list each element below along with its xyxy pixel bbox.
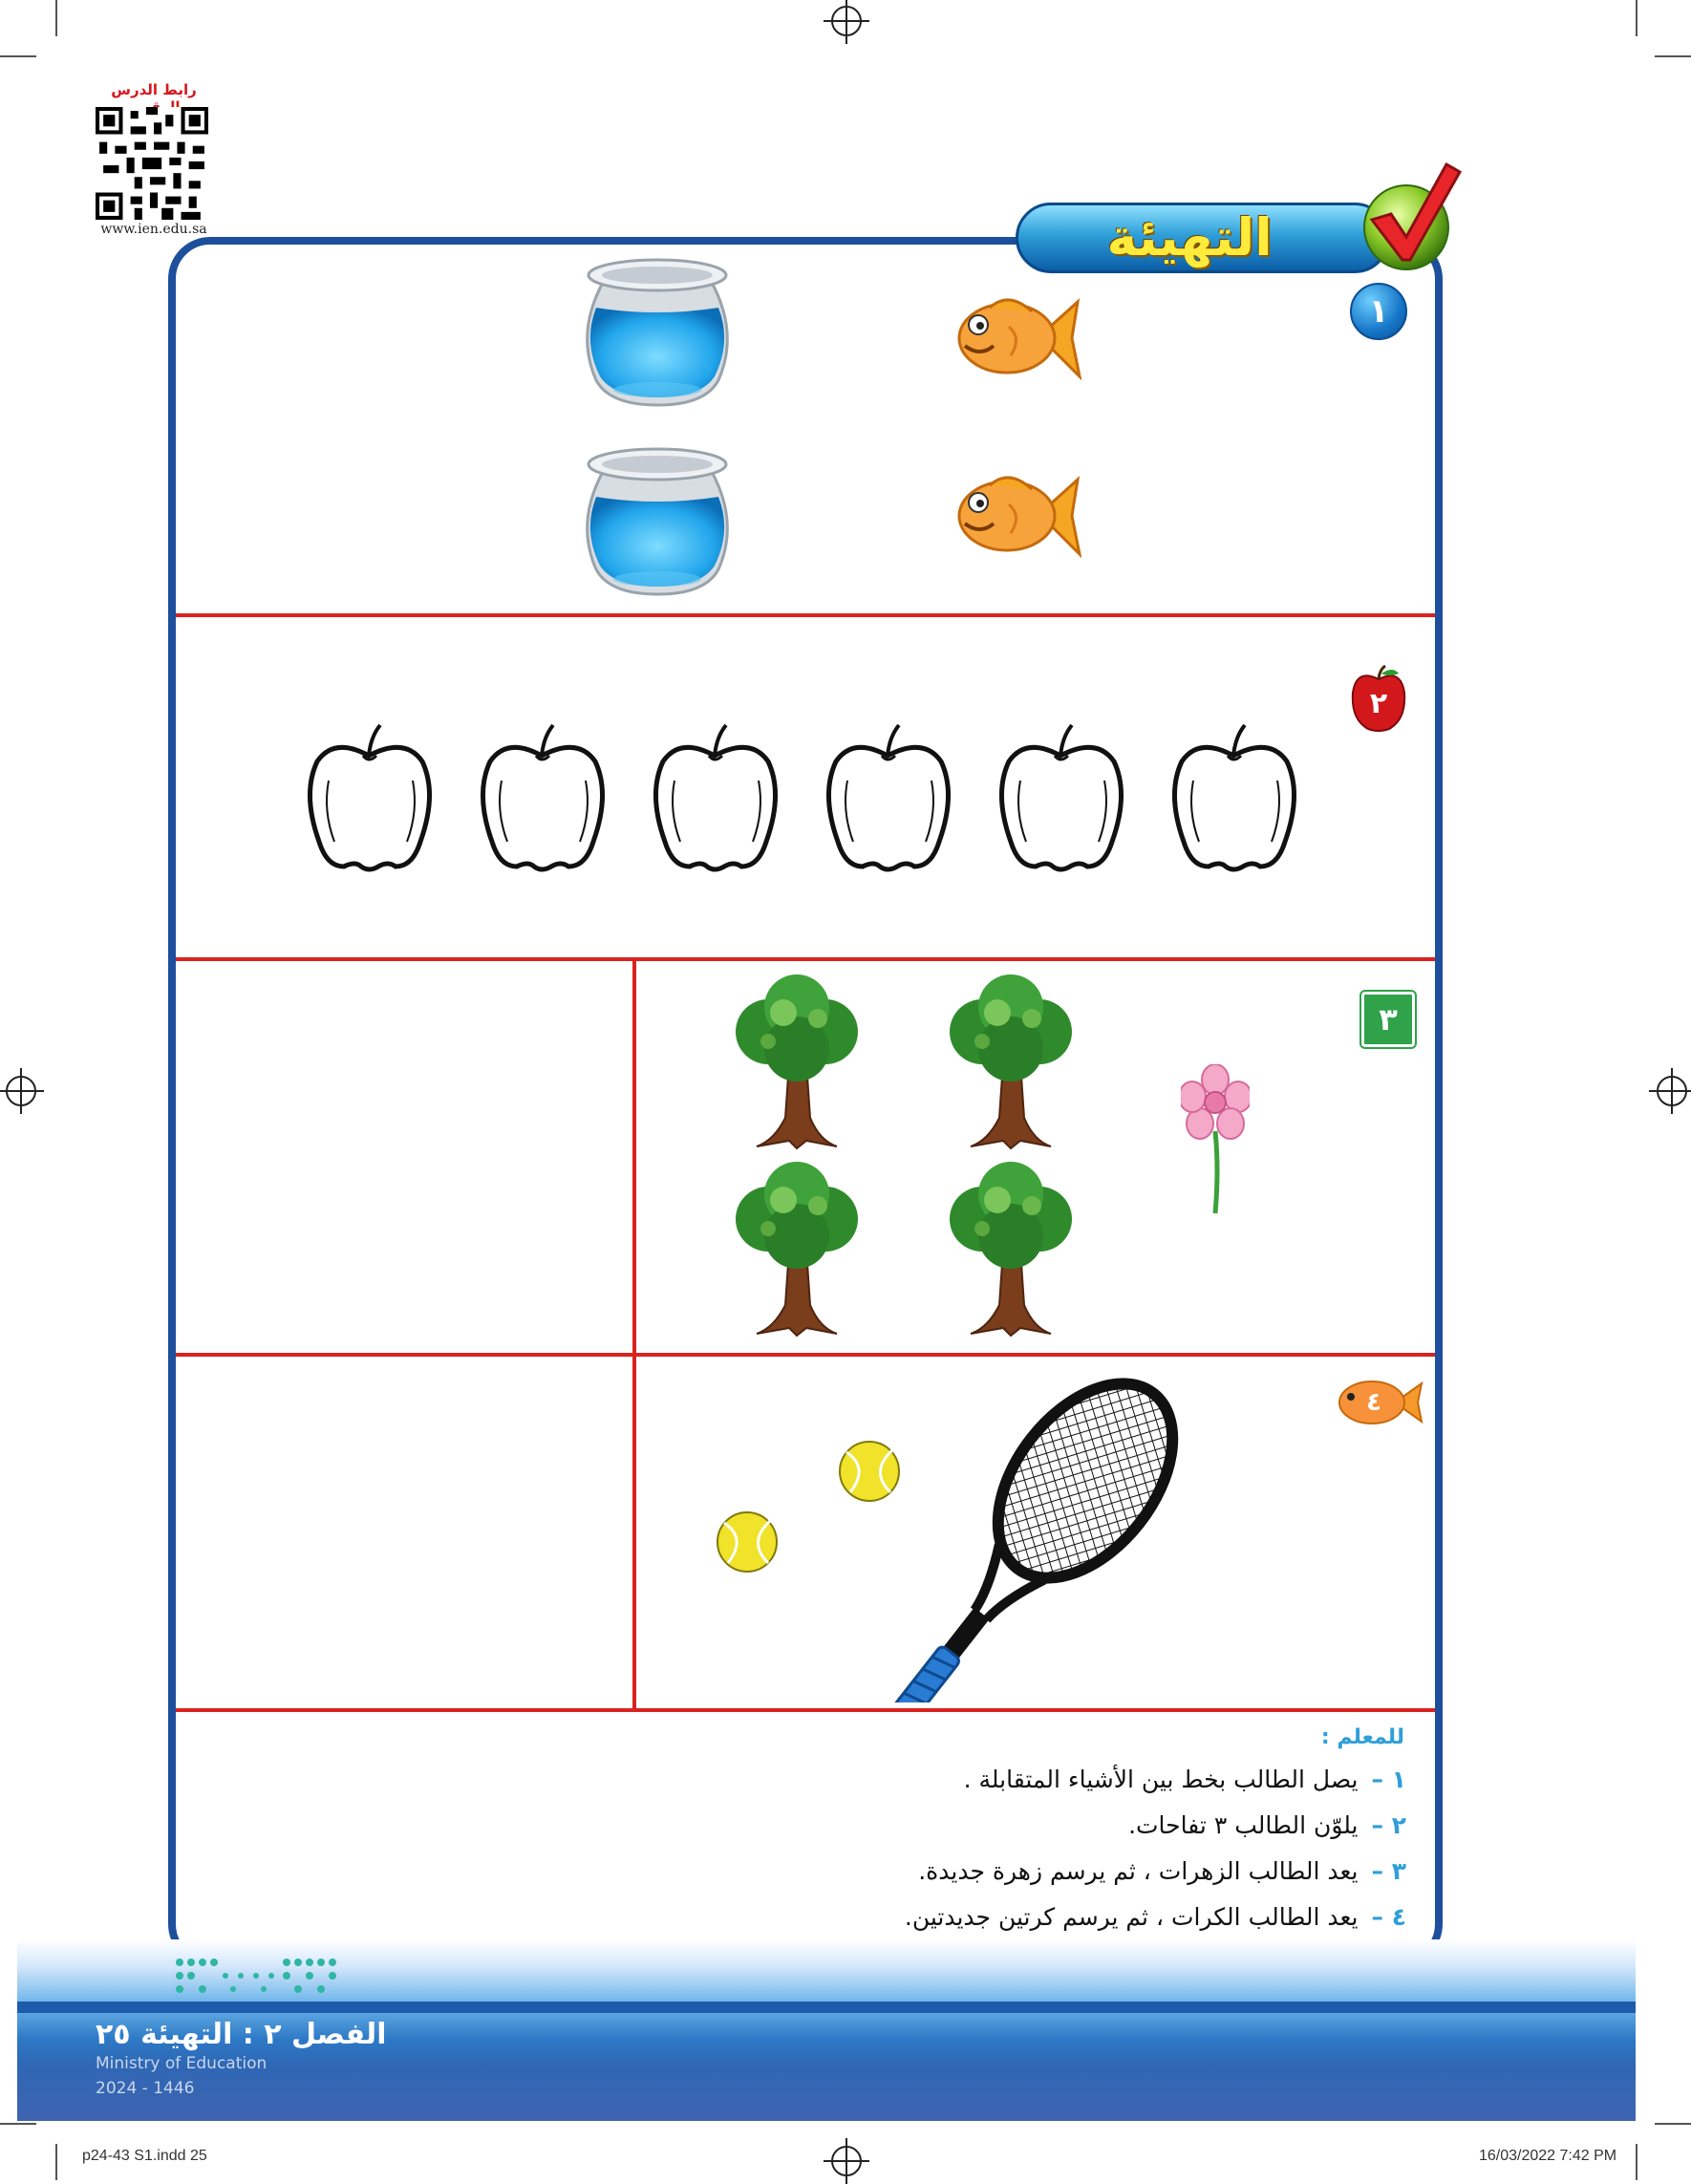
apple-icon[interactable] — [828, 725, 948, 869]
tennis-ball-icon[interactable] — [715, 1510, 780, 1574]
registration-mark-icon — [6, 1076, 36, 1106]
registration-mark-icon — [831, 2146, 862, 2176]
checkmark-icon — [1359, 161, 1464, 273]
crop-mark — [1655, 55, 1691, 57]
ministry-logo-icon — [172, 1955, 339, 2001]
ministry-year: 2024 - 1446 — [96, 2079, 195, 2098]
tree-icon[interactable] — [950, 1162, 1072, 1336]
page-title: التهيئة — [1106, 207, 1273, 268]
print-slug-file: p24-43 S1.indd 25 — [82, 2148, 207, 2164]
teacher-note — [1128, 1811, 1406, 1839]
tree-icon[interactable] — [736, 1162, 858, 1336]
teacher-note-text: يلوّن الطالب ٣ تفاحات. — [1128, 1811, 1359, 1839]
apple-icon[interactable] — [310, 725, 429, 869]
qr-code[interactable] — [96, 107, 208, 220]
flower-icon[interactable] — [1181, 1064, 1250, 1217]
tree-grid — [726, 971, 1089, 1343]
exercise-number-1: ١ — [1350, 283, 1407, 340]
teacher-note-number: ٤ – — [1371, 1903, 1406, 1931]
crop-mark — [55, 0, 57, 36]
section-divider — [176, 957, 1435, 961]
footer-chapter-label: الفصل ٢ : التهيئة ٢٥ — [96, 2018, 387, 2051]
section-divider — [176, 1353, 1435, 1357]
teacher-note-text: يعد الطالب الكرات ، ثم يرسم كرتين جديدتين. — [904, 1903, 1359, 1931]
fishbowl-icon[interactable] — [571, 432, 743, 604]
teacher-note — [905, 1903, 1406, 1931]
crop-mark — [1636, 2144, 1637, 2180]
teacher-note — [918, 1857, 1406, 1885]
registration-mark-icon — [831, 6, 862, 36]
print-slug-date: 16/03/2022 7:42 PM — [1479, 2148, 1617, 2164]
exercise-number-2 — [1347, 664, 1410, 733]
teacher-note-number: ١ – — [1371, 1766, 1406, 1793]
exercise-number-2-text: ٢ — [1369, 686, 1388, 720]
exercise-number-3: ٣ — [1361, 992, 1415, 1047]
tree-icon[interactable] — [736, 974, 858, 1148]
apple-icon[interactable] — [1174, 725, 1294, 869]
fish-icon[interactable] — [952, 289, 1081, 388]
footer-stripe — [17, 2002, 1636, 2013]
teacher-note-text: يعد الطالب الزهرات ، ثم يرسم زهرة جديدة. — [918, 1857, 1359, 1885]
apple-icon[interactable] — [1001, 725, 1121, 869]
apple-icon[interactable] — [482, 725, 602, 869]
teacher-note-number: ٢ – — [1371, 1811, 1406, 1839]
tennis-racket-icon[interactable] — [812, 1376, 1194, 1702]
qr-url[interactable]: www.ien.edu.sa — [100, 222, 207, 237]
qr-label: رابط الدرس — [111, 81, 197, 98]
teacher-note — [964, 1766, 1406, 1793]
apple-outline-row — [306, 718, 1309, 890]
crop-mark — [1655, 2123, 1691, 2125]
fishbowl-icon[interactable] — [571, 246, 743, 411]
fish-icon[interactable] — [952, 466, 1081, 566]
crop-mark — [55, 2144, 57, 2180]
exercise-number-4-text: ٤ — [1366, 1388, 1381, 1417]
section-divider — [632, 957, 636, 1712]
section-divider — [176, 613, 1435, 617]
teacher-notes-heading: للمعلم : — [1320, 1725, 1404, 1749]
crop-mark — [0, 55, 36, 57]
teacher-note-number: ٣ – — [1371, 1857, 1406, 1885]
apple-icon[interactable] — [655, 725, 775, 869]
exercise-number-4 — [1338, 1378, 1423, 1427]
teacher-note-text: يصل الطالب بخط بين الأشياء المتقابلة . — [963, 1766, 1359, 1793]
section-divider — [176, 1708, 1435, 1712]
crop-mark — [1636, 0, 1637, 36]
tree-icon[interactable] — [950, 974, 1072, 1148]
ministry-name: Ministry of Education — [96, 2054, 268, 2073]
registration-mark-icon — [1657, 1076, 1687, 1106]
crop-mark — [0, 2123, 36, 2125]
